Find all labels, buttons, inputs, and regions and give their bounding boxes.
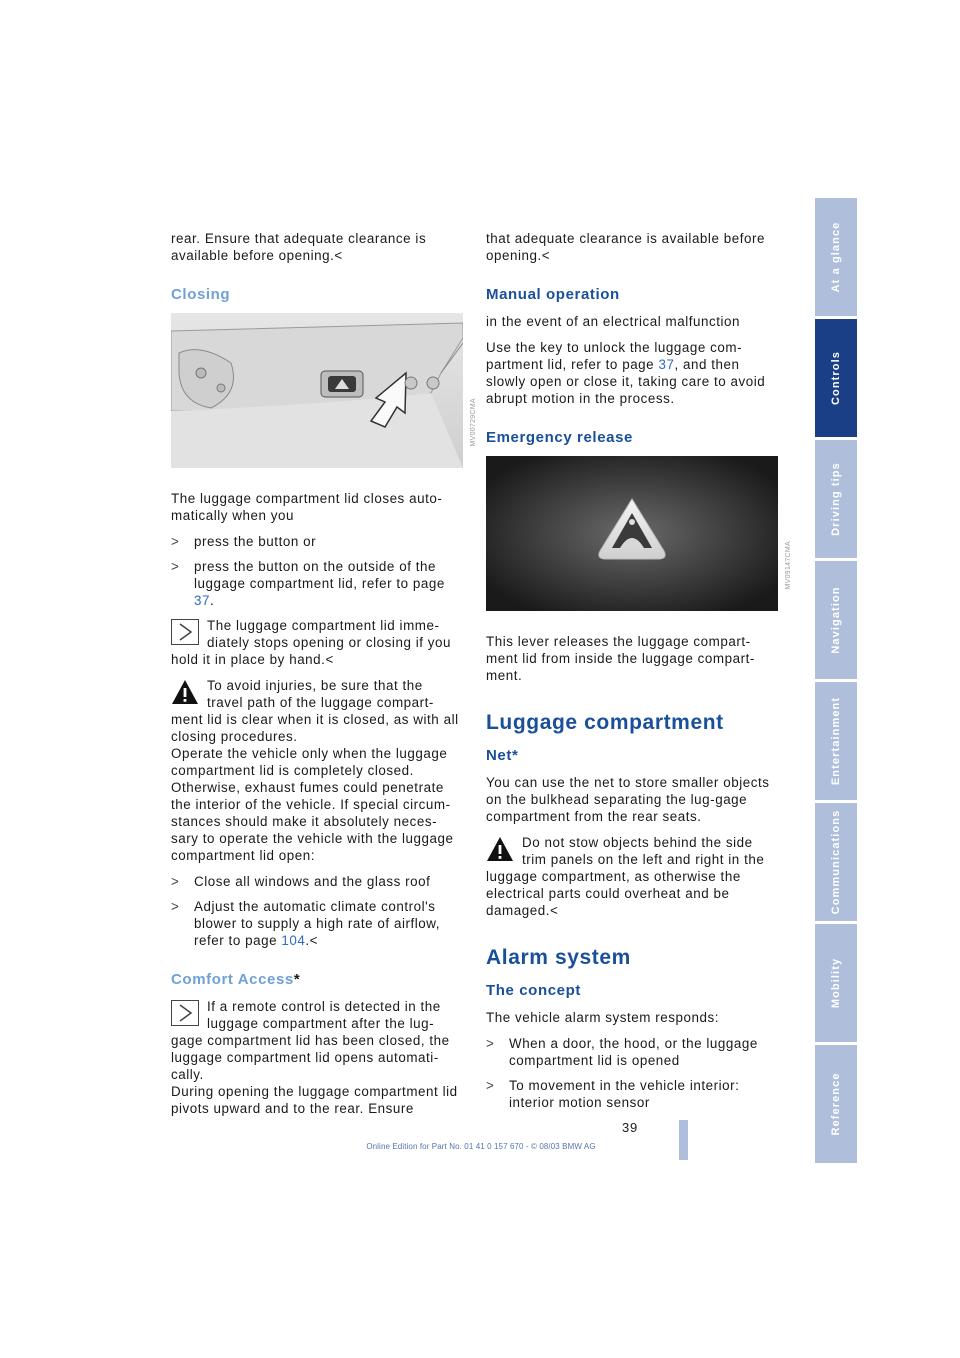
- page-reference-link[interactable]: 104: [281, 933, 306, 948]
- emergency-release-image: [486, 456, 778, 611]
- list-item: > Adjust the automatic climate control's blower to supply a high rate of airflow, refer to page 104.<: [171, 899, 441, 948]
- bullet-arrow: >: [486, 1078, 495, 1093]
- alarm-system-heading: Alarm system: [486, 946, 631, 969]
- figure-code: MV00729CMA: [470, 398, 477, 447]
- emergency-release-heading: Emergency release: [486, 429, 633, 446]
- page-reference-link[interactable]: 37: [658, 357, 675, 372]
- tab-at-a-glance[interactable]: At a glance: [815, 198, 857, 316]
- bullet-arrow: >: [171, 559, 180, 574]
- list-item: > press the button on the outside of the luggage compartment lid, refer to page 37.: [171, 559, 445, 608]
- warning-block: Do not stow objects behind the side trim panels on the left and right in the luggage compartment, as otherwise the electrical parts could overheat and be damaged.<: [486, 835, 765, 918]
- list-item: > To movement in the vehicle interior: interior motion sensor: [486, 1078, 740, 1110]
- closing-heading: Closing: [171, 286, 231, 303]
- net-paragraph: You can use the net to store smaller objects on the bulkhead separating the lug-gage compartment from the rear seats.: [486, 775, 770, 824]
- concept-paragraph: The vehicle alarm system responds:: [486, 1010, 720, 1025]
- chapter-tab-bar: [815, 198, 857, 1166]
- right-column: [486, 230, 792, 1119]
- bullet-arrow: >: [486, 1036, 495, 1051]
- note-block: The luggage compartment lid imme-diately stops opening or closing if you hold it in place by hand.<: [171, 618, 452, 667]
- tab-navigation[interactable]: Navigation: [815, 561, 857, 679]
- left-column: [171, 230, 477, 1126]
- tab-reference[interactable]: Reference: [815, 1045, 857, 1163]
- manual-paragraph: Use the key to unlock the luggage com-partment lid, refer to page 37, and then slowly open or close it, taking care to avoid abrupt motion in the process.: [486, 340, 766, 406]
- bullet-arrow: >: [171, 874, 180, 889]
- warning-block: To avoid injuries, be sure that the travel path of the luggage compart-ment lid is clear when it is closed, as with all closing procedures. Operate the vehicle only when the luggage compartment lid is completely closed. Otherwise, exhaust fumes could penetrate the interior of the vehicle. If special circum-stances should make it absolutely neces-sary to operate the vehicle with the luggage compartment lid open:: [171, 678, 459, 863]
- list-item: > When a door, the hood, or the luggage compartment lid is opened: [486, 1036, 758, 1068]
- page-reference-link[interactable]: 37: [194, 593, 210, 608]
- note-icon: [171, 1000, 199, 1026]
- tab-entertainment[interactable]: Entertainment: [815, 682, 857, 800]
- footer-text: Online Edition for Part No. 01 41 0 157 670 - © 08/03 BMW AG: [366, 1142, 596, 1151]
- note-icon: [171, 619, 199, 645]
- luggage-compartment-heading: Luggage compartment: [486, 711, 724, 734]
- warning-icon: [486, 836, 514, 862]
- comfort-access-heading: Comfort Access*: [171, 971, 301, 988]
- intro-paragraph: rear. Ensure that adequate clearance is available before opening.<: [171, 231, 427, 263]
- manual-subtitle: in the event of an electrical malfunction: [486, 314, 741, 329]
- page-number: 39: [622, 1120, 639, 1135]
- emergency-paragraph: This lever releases the luggage compart-ment lid from inside the luggage compart-ment.: [486, 634, 755, 683]
- tab-communications[interactable]: Communications: [815, 803, 857, 921]
- list-item: > Close all windows and the glass roof: [171, 874, 431, 889]
- tab-driving-tips[interactable]: Driving tips: [815, 440, 857, 558]
- tab-controls[interactable]: Controls: [815, 319, 857, 437]
- page-marker-bar: [679, 1120, 688, 1160]
- concept-heading: The concept: [486, 982, 581, 999]
- manual-operation-heading: Manual operation: [486, 286, 620, 303]
- tab-mobility[interactable]: Mobility: [815, 924, 857, 1042]
- list-item: > press the button or: [171, 534, 317, 549]
- closing-paragraph: The luggage compartment lid closes auto-matically when you: [171, 491, 443, 523]
- bullet-arrow: >: [171, 899, 180, 914]
- net-heading: Net*: [486, 747, 519, 764]
- warning-icon: [171, 679, 199, 705]
- closing-figure: [171, 313, 477, 472]
- intro-paragraph: that adequate clearance is available before opening.<: [486, 231, 765, 263]
- figure-code: MV09147CMA: [785, 541, 792, 590]
- luggage-lid-image: [171, 313, 463, 468]
- bullet-arrow: >: [171, 534, 180, 549]
- emergency-figure: [486, 456, 792, 615]
- note-block: If a remote control is detected in the luggage compartment after the lug-gage compartment lid has been closed, the luggage compartment lid opens automati-cally. During opening the luggage compartment lid pivots upward and to the rear. Ensure: [171, 999, 458, 1116]
